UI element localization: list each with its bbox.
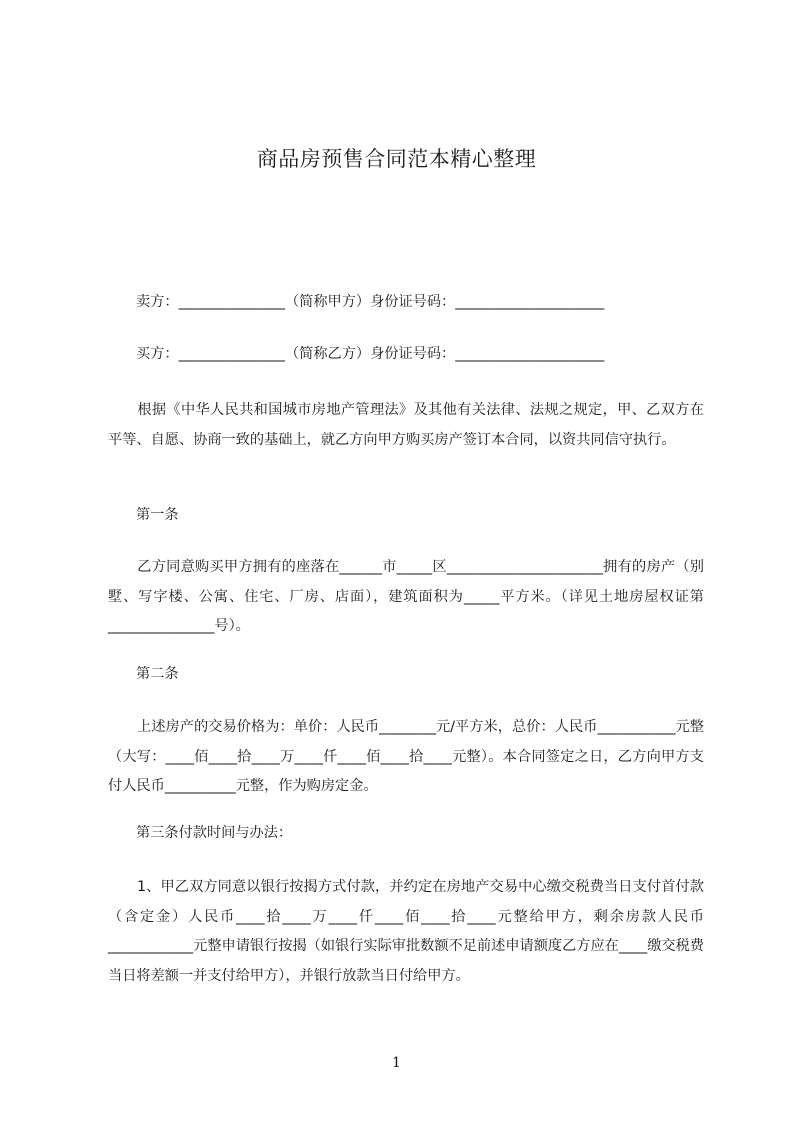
article2-paragraph — [108, 713, 704, 802]
article1-paragraph — [108, 553, 704, 642]
page-number: 1 — [392, 1055, 401, 1071]
article3-item1-text: 1、甲乙双方同意以银行按揭方式付款，并约定在房地产交易中心缴交税费当日支付首付款（含定金）人民币____拾____万____仟____佰____拾____元整给甲方，剩余房款人民币____________元整申请银行按揭（如银行实际审批数额不足前述申请额度乙方应在____缴交税费当日将差额一并支付给甲方），并银行放款当日付给甲方。 — [108, 879, 704, 984]
article3-heading: 第三条付款时间与办法： — [136, 825, 293, 841]
article1-text: 乙方同意购买甲方拥有的座落在______市_____区______________________拥有的房产（别墅、写字楼、公寓、住宅、厂房、店面），建筑面积为_____平方米。（详见土地房屋权证第_______________号）。 — [108, 559, 704, 634]
article2-text: 上述房产的交易价格为：单价：人民币________元/平方米，总价：人民币___________元整（大写：____佰____拾____万____仟____佰____拾____元整）。本合同签定之日，乙方向甲方支付人民币__________元整，作为购房定金。 — [108, 719, 704, 794]
buyer-line: 买方：_______________（简称乙方）身份证号码：_____________________ — [136, 346, 605, 362]
article2-heading: 第二条 — [136, 666, 179, 682]
article1-heading: 第一条 — [136, 507, 179, 523]
preamble-text: 根据《中华人民共和国城市房地产管理法》及其他有关法律、法规之规定，甲、乙双方在平等、自愿、协商一致的基础上，就乙方向甲方购买房产签订本合同，以资共同信守执行。 — [108, 402, 704, 448]
preamble-paragraph — [108, 396, 704, 455]
seller-line: 卖方：_______________（简称甲方）身份证号码：_____________________ — [136, 294, 605, 310]
document-title: 商品房预售合同范本精心整理 — [256, 147, 537, 171]
article3-item1-paragraph — [108, 873, 704, 991]
